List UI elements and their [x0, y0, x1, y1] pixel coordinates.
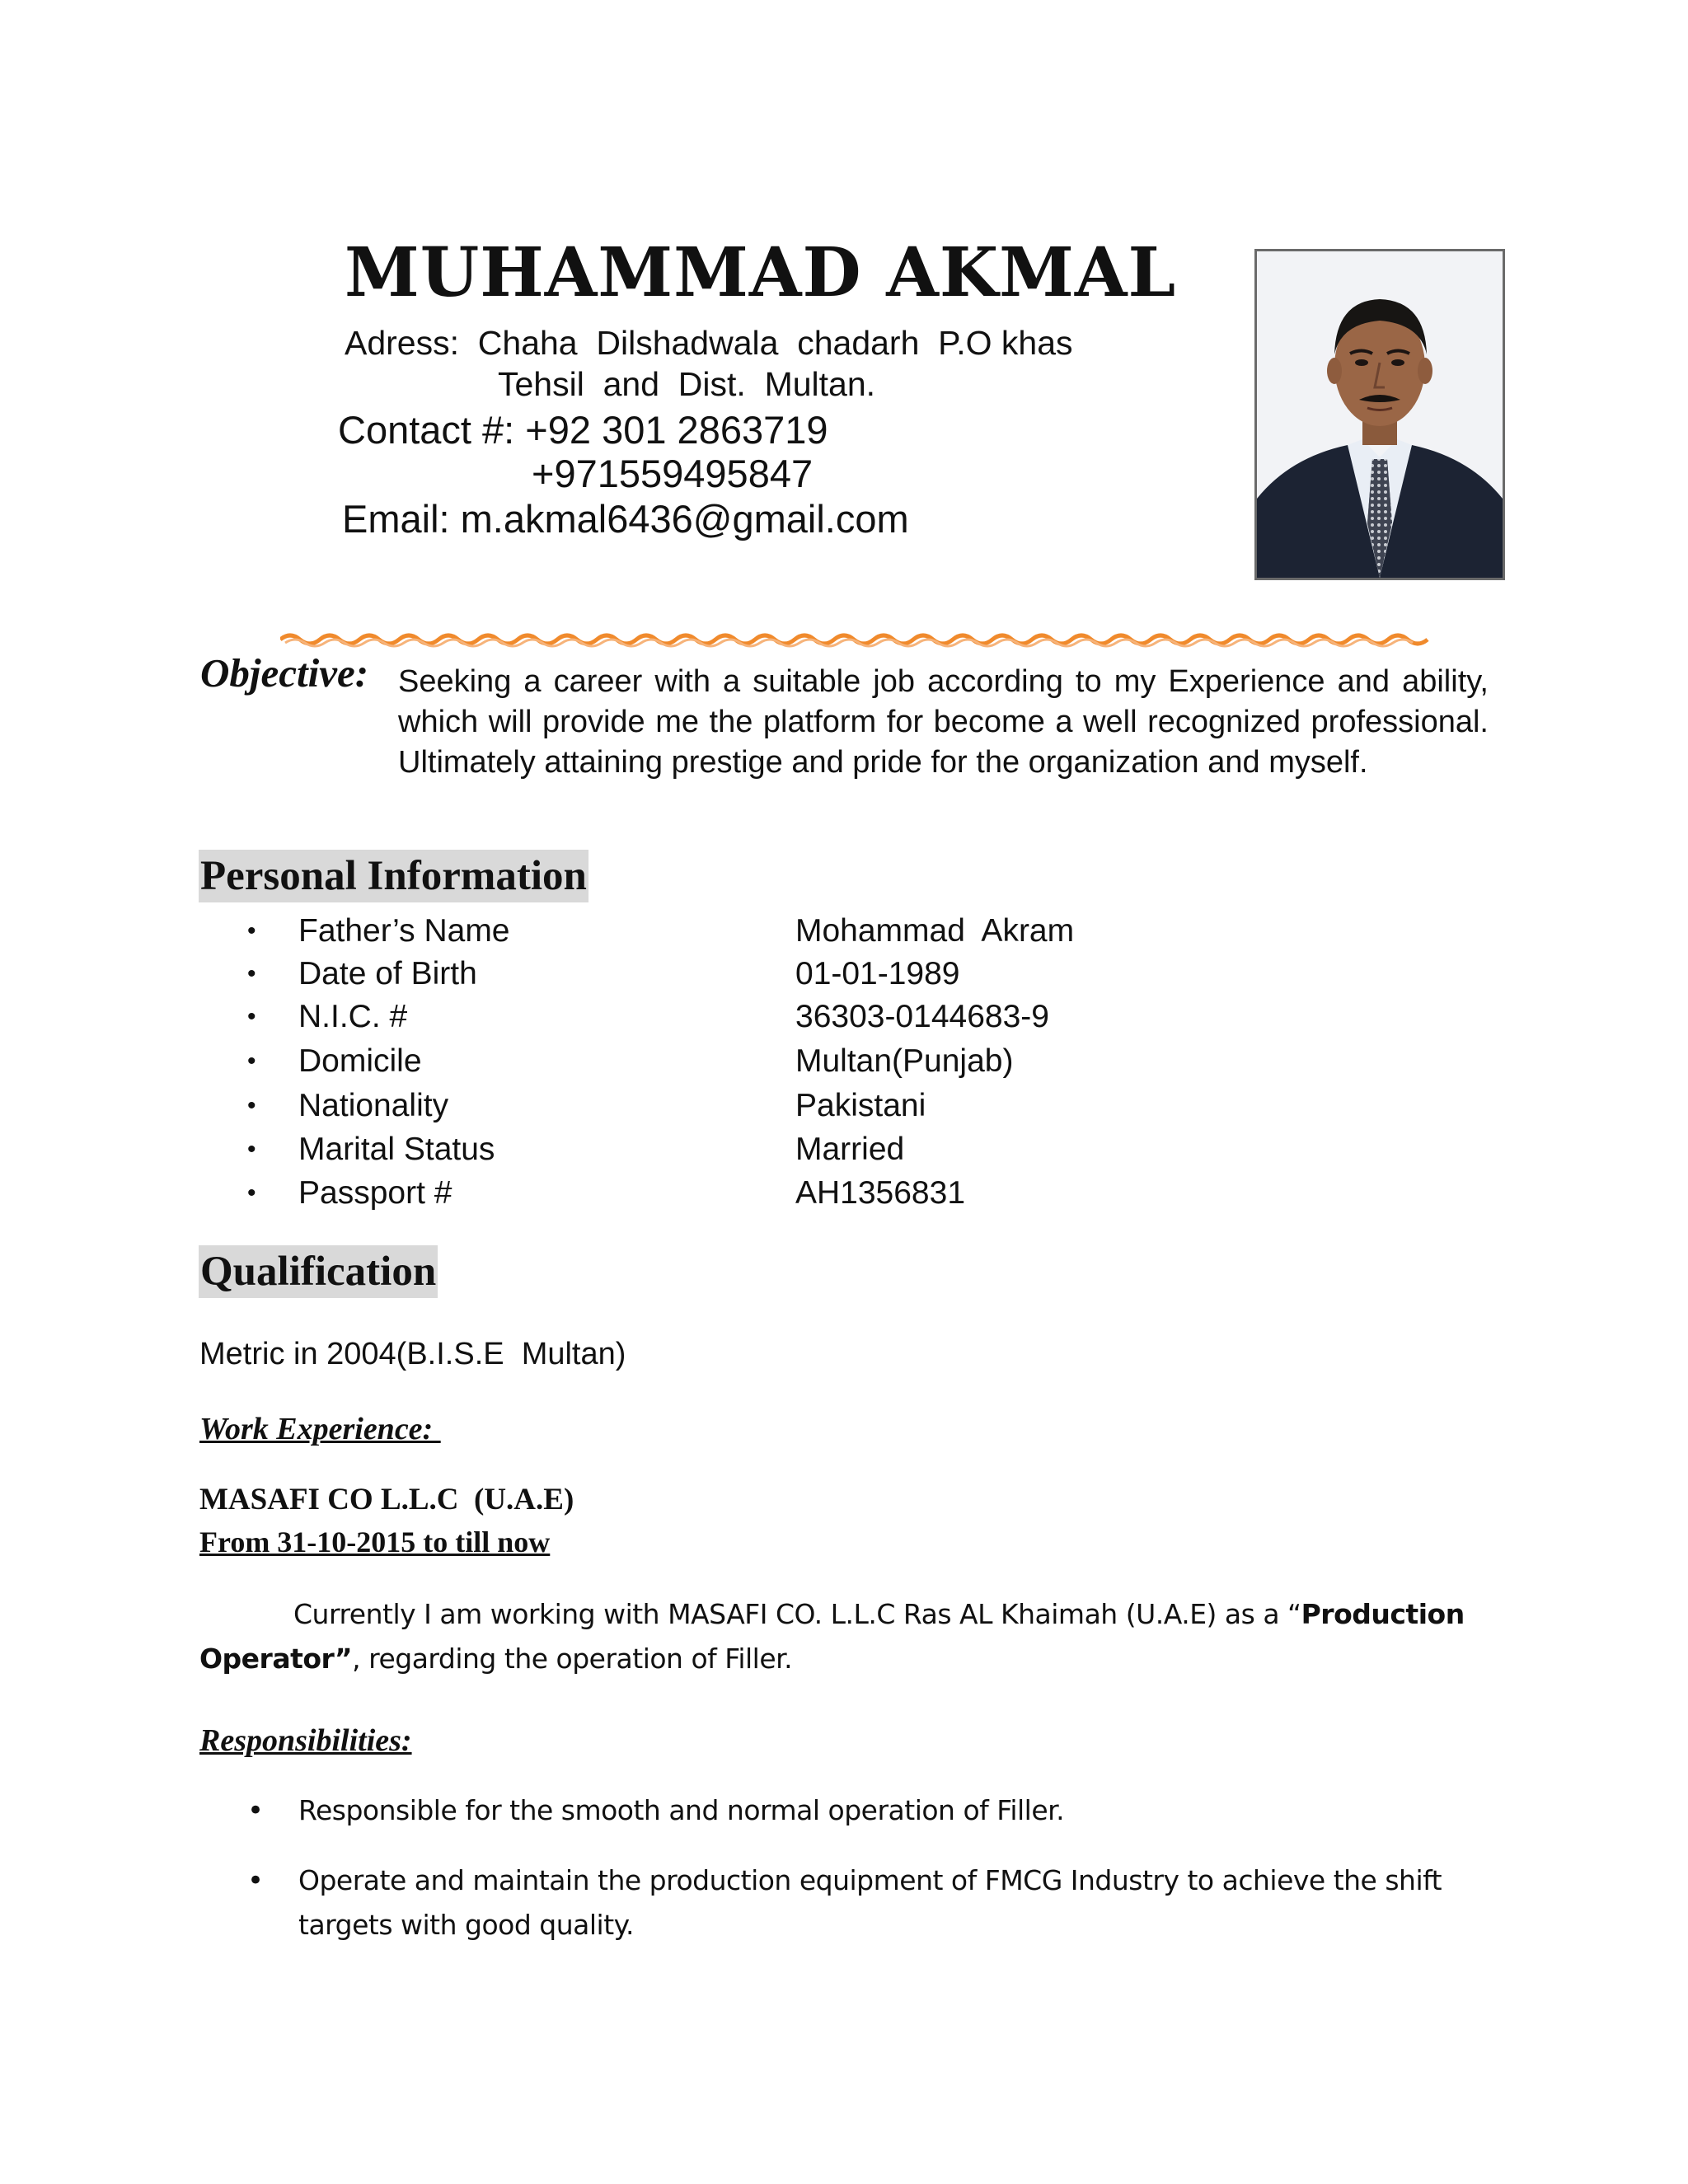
info-value: Mohammad Akram: [795, 913, 1075, 949]
info-value: AH1356831: [795, 1175, 966, 1211]
bullet: •: [247, 1794, 264, 1827]
info-label: Father’s Name: [298, 913, 510, 949]
bullet: •: [247, 1179, 256, 1207]
current-position-title: Production Operator”: [199, 1598, 1465, 1675]
bullet: •: [247, 960, 256, 987]
info-value: 36303-0144683-9: [795, 999, 1049, 1034]
info-value: Pakistani: [795, 1088, 926, 1123]
personal-info-row: [247, 1172, 1154, 1215]
info-label: Domicile: [298, 1043, 422, 1079]
responsibility-item: [247, 1788, 1484, 1833]
personal-info-row: [247, 1040, 1154, 1083]
portrait-illustration: [1257, 251, 1503, 578]
info-label: Nationality: [298, 1088, 449, 1123]
responsibility-text: Operate and maintain the production equipment of FMCG Industry to achieve the shift targets with good quality.: [298, 1864, 1442, 1941]
work-experience-heading: Work Experience:: [199, 1412, 441, 1446]
info-label: Date of Birth: [298, 956, 477, 991]
responsibilities-heading: Responsibilities:: [199, 1723, 412, 1758]
info-value: Multan(Punjab): [795, 1043, 1014, 1079]
info-label: Passport #: [298, 1175, 452, 1211]
bullet: •: [247, 1003, 256, 1030]
personal-info-row: [247, 910, 1154, 953]
bullet: •: [247, 1092, 256, 1119]
info-value: 01-01-1989: [795, 956, 960, 991]
employment-period: From 31-10-2015 to till now: [199, 1526, 551, 1558]
responsibility-text: Responsible for the smooth and normal operation of Filler.: [298, 1794, 1065, 1826]
personal-information-heading: Personal Information: [199, 850, 588, 902]
address-line-2: Tehsil and Dist. Multan.: [498, 365, 876, 403]
bullet: •: [247, 917, 256, 944]
responsibility-item: [247, 1858, 1484, 1947]
decorative-wave-divider: [280, 628, 1434, 648]
current-position-pre: Currently I am working with MASAFI CO. L.L.C Ras AL Khaimah (U.A.E) as a “: [293, 1598, 1301, 1630]
info-value: Married: [795, 1132, 905, 1167]
contact-line-1: Contact #: +92 301 2863719: [338, 408, 828, 452]
personal-info-row: [247, 996, 1154, 1038]
bullet: •: [247, 1864, 264, 1897]
contact-line-2: +971559495847: [532, 452, 814, 495]
personal-info-row: [247, 1128, 1154, 1171]
personal-info-row: [247, 953, 1154, 996]
bullet: •: [247, 1047, 256, 1075]
address-line-1: Adress: Chaha Dilshadwala chadarh P.O khas: [345, 324, 1073, 362]
profile-photo: [1254, 249, 1505, 580]
objective-text: Seeking a career with a suitable job according to my Experience and ability, which will provide me the platform for become a well recognized professional. Ultimately attaining prestige and pride for the organization and myself.: [398, 664, 1489, 780]
company-name: MASAFI CO L.L.C (U.A.E): [199, 1483, 574, 1516]
bullet: •: [247, 1136, 256, 1163]
info-label: Marital Status: [298, 1132, 495, 1167]
info-label: N.I.C. #: [298, 999, 408, 1034]
candidate-name: MUHAMMAD AKMAL: [345, 233, 1177, 312]
qualification-heading: Qualification: [199, 1245, 438, 1298]
objective-label: Objective:: [200, 650, 369, 696]
personal-info-row: [247, 1085, 1154, 1127]
qualification-text: Metric in 2004(B.I.S.E Multan): [199, 1337, 626, 1371]
email-line: Email: m.akmal6436@gmail.com: [342, 497, 909, 541]
current-position-post: , regarding the operation of Filler.: [352, 1643, 793, 1675]
current-position-text: [199, 1592, 1485, 1681]
